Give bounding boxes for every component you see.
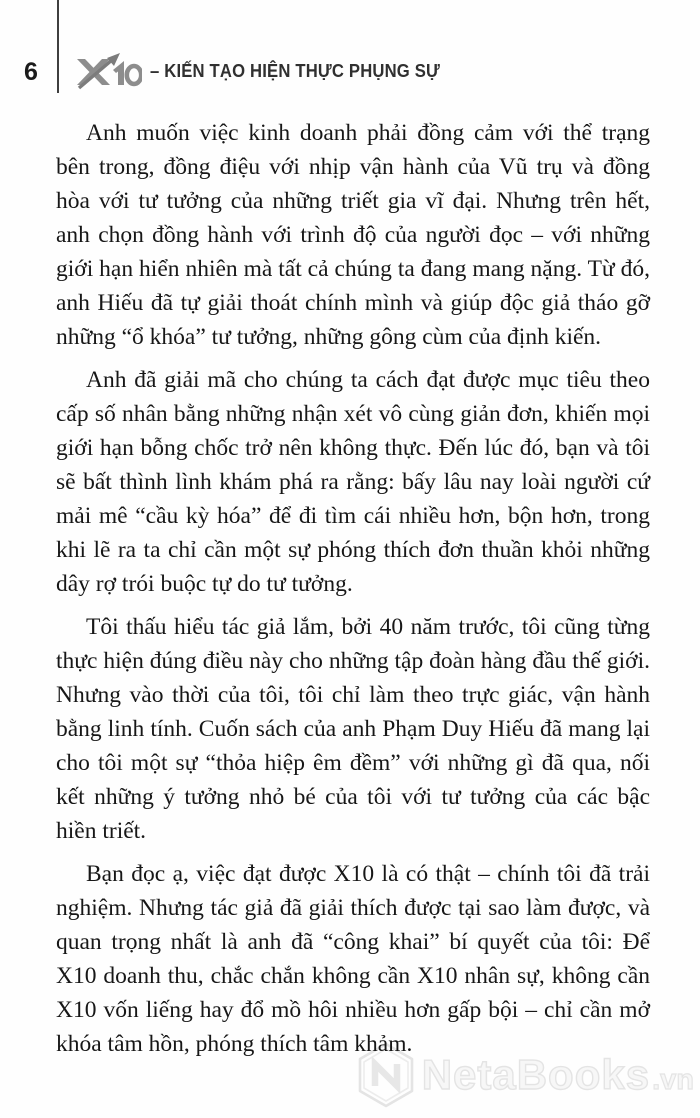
- x10-arrow-logo-icon: [76, 51, 142, 91]
- paragraph-2: Anh đã giải mã cho chúng ta cách đạt được mục tiêu theo cấp số nhân bằng những nhận xét vô cùng giản đơn, khiến mọi giới hạn bỗng chốc trở nên không thực. Đến lúc đó, bạn và tôi sẽ bất thình lình khám phá ra rằng: bấy lâu nay loài người cứ mải mê “cầu kỳ hóa” để đi tìm cái nhiều hơn, bộn hơn, trong khi lẽ ra ta chỉ cần một sự phóng thích đơn thuần khỏi những dây rợ trói buộc tự do tư tưởng.: [56, 367, 650, 597]
- running-head: [76, 50, 472, 92]
- paragraph-1: Anh muốn việc kinh doanh phải đồng cảm với thể trạng bên trong, đồng điệu với nhịp vận hành của Vũ trụ và đồng hòa với tư tưởng của những triết gia vĩ đại. Nhưng trên hết, anh chọn đồng hành với trình độ của người đọc – với những giới hạn hiển nhiên mà tất cả chúng ta đang mang nặng. Từ đó, anh Hiếu đã tự giải thoát chính mình và giúp độc giả tháo gỡ những “ổ khóa” tư tưởng, những gông cùm của định kiến.: [56, 120, 650, 350]
- paragraph-3: Tôi thấu hiểu tác giả lắm, bởi 40 năm trước, tôi cũng từng thực hiện đúng điều này cho những tập đoàn hàng đầu thế giới. Nhưng vào thời của tôi, tôi chỉ làm theo trực giác, vận hành bằng linh tính. Cuốn sách của anh Phạm Duy Hiếu đã mang lại cho tôi một sự “thỏa hiệp êm đềm” với những gì đã qua, nối kết những ý tưởng nhỏ bé của tôi với tư tưởng của các bậc hiền triết.: [56, 614, 650, 844]
- paragraph-4: Bạn đọc ạ, việc đạt được X10 là có thật – chính tôi đã trải nghiệm. Nhưng tác giả đã giải thích được tại sao làm được, và quan trọng nhất là anh đã “công khai” bí quyết của tôi: Để X10 doanh thu, chắc chắn không cần X10 nhân sự, không cần X10 vốn liếng hay đổ mồ hôi nhiều hơn gấp bội – chỉ cần mở khóa tâm hồn, phóng thích tâm khảm.: [56, 861, 650, 1057]
- watermark-brand: NetaBooks: [421, 1051, 651, 1098]
- header-rule: [57, 0, 59, 93]
- running-head-title: – KIẾN TẠO HIỆN THỰC PHỤNG SỰ: [150, 60, 441, 81]
- page-number: 6: [24, 58, 38, 86]
- body-text: [56, 116, 650, 1070]
- watermark-tld: .vn: [652, 1063, 694, 1096]
